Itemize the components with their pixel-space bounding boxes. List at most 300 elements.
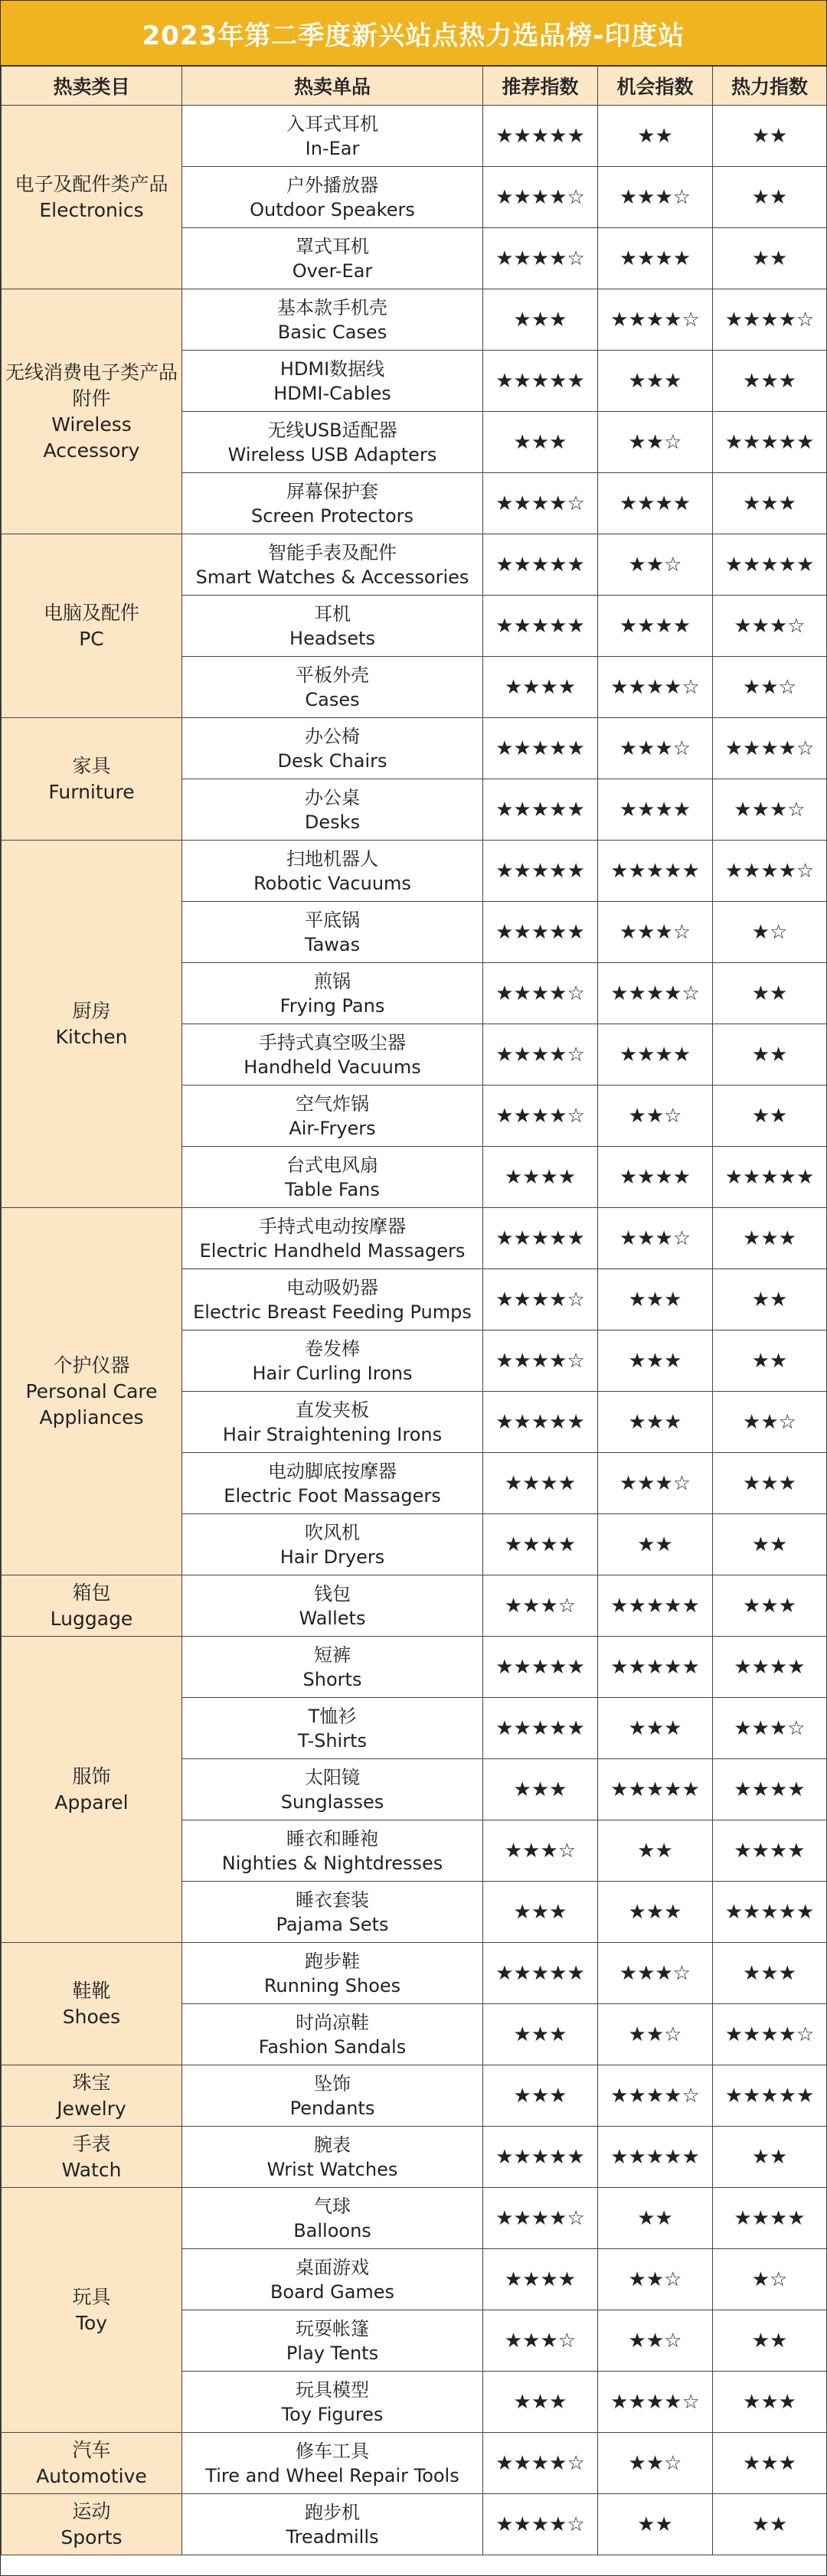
table-row	[2, 534, 827, 596]
item-name-en: Tire and Wheel Repair Tools	[205, 2464, 459, 2486]
item-name-en: Table Fans	[285, 1178, 380, 1200]
opportunity-stars: ★★☆	[598, 534, 713, 596]
item-name-cn: 办公椅	[305, 725, 360, 747]
heat-stars: ★★★★	[713, 1820, 827, 1882]
recommend-stars: ★★★★	[483, 2249, 598, 2310]
category-name-cn: 汽车	[72, 2438, 111, 2461]
opportunity-stars: ★★	[598, 1820, 713, 1882]
item-cell	[182, 473, 483, 534]
opportunity-stars: ★★☆	[598, 2433, 713, 2494]
table-row	[2, 841, 827, 902]
category-name-cn: 个护仪器	[53, 1353, 130, 1376]
item-name-cn: 手持式电动按摩器	[259, 1215, 406, 1237]
table-row	[2, 2065, 827, 2127]
heat-stars: ★★★★☆	[713, 2004, 827, 2065]
item-name-cn: 扫地机器人	[286, 847, 378, 870]
item-name-en: Headsets	[289, 627, 375, 649]
opportunity-stars: ★★★★	[598, 1024, 713, 1086]
category-name-en: Shoes	[62, 2005, 121, 2028]
item-cell	[182, 1820, 483, 1882]
item-name-en: In-Ear	[305, 137, 360, 159]
opportunity-stars: ★★★☆	[598, 1453, 713, 1514]
category-name-en: Watch	[61, 2158, 122, 2181]
item-name-en: Board Games	[270, 2281, 395, 2303]
table-row	[2, 2494, 827, 2555]
category-name-cn: 服饰	[72, 1765, 111, 1788]
heat-stars: ★★★☆	[713, 596, 827, 657]
heat-stars: ★★★	[713, 1943, 827, 2004]
heat-stars: ★★★	[713, 2433, 827, 2494]
heat-stars: ★★	[713, 1269, 827, 1330]
category-name-cn: 珠宝	[72, 2071, 111, 2094]
heat-stars: ★★★	[713, 1575, 827, 1637]
category-name-en: Automotive	[36, 2464, 147, 2487]
item-cell	[182, 2127, 483, 2188]
category-cell	[2, 1575, 182, 1637]
recommend-stars: ★★★★★	[483, 718, 598, 779]
table-row	[2, 1637, 827, 1698]
item-cell	[182, 228, 483, 289]
opportunity-stars: ★★★☆	[598, 167, 713, 228]
item-name-en: Toy Figures	[281, 2403, 384, 2425]
recommend-stars: ★★★★☆	[483, 167, 598, 228]
heat-stars: ★★★☆	[713, 1698, 827, 1759]
item-name-en: Desk Chairs	[277, 749, 387, 772]
item-cell	[182, 1392, 483, 1453]
opportunity-stars: ★★★☆	[598, 1208, 713, 1269]
category-cell	[2, 718, 182, 841]
item-name-en: Frying Pans	[279, 994, 385, 1017]
item-name-cn: 罩式耳机	[296, 235, 369, 257]
item-cell	[182, 1882, 483, 1943]
category-cell	[2, 2433, 182, 2494]
item-name-en: Basic Cases	[277, 321, 387, 343]
table-row	[2, 289, 827, 351]
heat-stars: ★★☆	[713, 657, 827, 718]
category-name-en: Sports	[60, 2525, 123, 2548]
item-name-en: Pendants	[289, 2097, 375, 2119]
item-cell	[182, 167, 483, 228]
recommend-stars: ★★★★☆	[483, 1269, 598, 1330]
category-cell	[2, 2188, 182, 2433]
item-cell	[182, 841, 483, 902]
opportunity-stars: ★★★	[598, 1269, 713, 1330]
table-row	[2, 2127, 827, 2188]
item-name-cn: 太阳镜	[305, 1766, 360, 1788]
item-name-en: Treadmills	[286, 2525, 379, 2548]
table-row	[2, 1943, 827, 2004]
heat-stars: ★★★★★	[713, 534, 827, 596]
category-name-en: Jewelry	[57, 2097, 126, 2120]
item-name-en: Electric Breast Feeding Pumps	[193, 1301, 472, 1323]
heat-stars: ★★★★★	[713, 412, 827, 473]
category-cell	[2, 289, 182, 534]
recommend-stars: ★★★★☆	[483, 228, 598, 289]
item-name-en: Smart Watches & Accessories	[195, 566, 469, 588]
item-name-en: Electric Foot Massagers	[224, 1484, 441, 1507]
item-name-en: Tawas	[304, 933, 361, 955]
table-row	[2, 1575, 827, 1637]
recommend-stars: ★★★★	[483, 1453, 598, 1514]
item-cell	[182, 1575, 483, 1637]
category-name-en: Electronics	[39, 198, 144, 221]
opportunity-stars: ★★★	[598, 1392, 713, 1453]
opportunity-stars: ★★☆	[598, 2004, 713, 2065]
header-item: 热卖单品	[182, 67, 483, 106]
item-cell	[182, 1086, 483, 1147]
opportunity-stars: ★★★★☆	[598, 657, 713, 718]
category-cell	[2, 1943, 182, 2065]
item-name-cn: 台式电风扇	[286, 1154, 378, 1176]
item-name-cn: 睡衣和睡袍	[286, 1827, 378, 1850]
recommend-stars: ★★★★☆	[483, 473, 598, 534]
item-name-en: Hair Curling Irons	[252, 1362, 413, 1384]
category-cell	[2, 534, 182, 718]
heat-stars: ★★★	[713, 351, 827, 412]
item-name-cn: 气球	[314, 2195, 351, 2217]
category-name-en: Personal Care Appliances	[25, 1379, 158, 1428]
heat-stars: ★★	[713, 167, 827, 228]
header-heat-index: 热力指数	[713, 67, 827, 106]
opportunity-stars: ★★★★☆	[598, 963, 713, 1024]
heat-stars: ★★★	[713, 473, 827, 534]
opportunity-stars: ★★★★	[598, 596, 713, 657]
table-row	[2, 2188, 827, 2249]
item-name-en: Play Tents	[286, 2342, 379, 2364]
item-cell	[182, 351, 483, 412]
opportunity-stars: ★★☆	[598, 1086, 713, 1147]
recommend-stars: ★★★★☆	[483, 2433, 598, 2494]
item-cell	[182, 2494, 483, 2555]
recommend-stars: ★★★★☆	[483, 1024, 598, 1086]
heat-stars: ★★	[713, 106, 827, 167]
item-cell	[182, 1453, 483, 1514]
opportunity-stars: ★★★	[598, 1882, 713, 1943]
opportunity-stars: ★★☆	[598, 2310, 713, 2372]
category-name-en: Luggage	[50, 1607, 133, 1630]
page-title: 2023年第二季度新兴站点热力选品榜-印度站	[1, 1, 826, 66]
item-name-en: Electric Handheld Massagers	[199, 1239, 466, 1262]
opportunity-stars: ★★★★☆	[598, 289, 713, 351]
recommend-stars: ★★★☆	[483, 2310, 598, 2372]
category-name-en: Apparel	[54, 1791, 129, 1814]
category-name-cn: 玩具	[72, 2285, 111, 2308]
item-name-en: Cases	[305, 688, 360, 710]
opportunity-stars: ★★	[598, 106, 713, 167]
item-name-en: Hair Dryers	[279, 1546, 385, 1568]
opportunity-stars: ★★☆	[598, 2249, 713, 2310]
opportunity-stars: ★★★★	[598, 779, 713, 841]
category-name-en: Toy	[75, 2311, 108, 2334]
item-cell	[182, 289, 483, 351]
heat-stars: ★☆	[713, 902, 827, 963]
heat-stars: ★★	[713, 1330, 827, 1392]
item-name-cn: 智能手表及配件	[268, 541, 397, 563]
item-name-cn: 电动脚底按摩器	[268, 1460, 397, 1482]
category-name-en: Furniture	[48, 780, 135, 803]
recommend-stars: ★★★★★	[483, 779, 598, 841]
item-cell	[182, 2004, 483, 2065]
category-name-en: Wireless Accessory	[43, 413, 140, 462]
heat-stars: ★★	[713, 228, 827, 289]
recommend-stars: ★★★★★	[483, 1698, 598, 1759]
category-cell	[2, 2065, 182, 2127]
item-name-en: HDMI-Cables	[273, 382, 391, 404]
recommend-stars: ★★★★★	[483, 841, 598, 902]
opportunity-stars: ★★★	[598, 1330, 713, 1392]
item-name-en: Hair Straightening Irons	[222, 1423, 443, 1445]
recommend-stars: ★★★	[483, 1759, 598, 1820]
item-cell	[182, 1269, 483, 1330]
recommend-stars: ★★★	[483, 2065, 598, 2127]
opportunity-stars: ★★	[598, 1514, 713, 1575]
item-cell	[182, 1943, 483, 2004]
table-row	[2, 106, 827, 167]
heat-stars: ★★★	[713, 1208, 827, 1269]
item-cell	[182, 1208, 483, 1269]
item-name-cn: 修车工具	[296, 2440, 369, 2462]
table-row	[2, 1208, 827, 1269]
recommend-stars: ★★★★☆	[483, 963, 598, 1024]
heat-stars: ★★	[713, 2494, 827, 2555]
item-name-cn: 煎锅	[314, 970, 351, 992]
heat-stars: ★★★	[713, 1453, 827, 1514]
table-body	[2, 106, 827, 2555]
item-name-cn: 玩具模型	[296, 2378, 369, 2401]
category-cell	[2, 1637, 182, 1943]
recommend-stars: ★★★★☆	[483, 2494, 598, 2555]
category-name-cn: 厨房	[72, 999, 111, 1022]
item-cell	[182, 1514, 483, 1575]
item-name-en: Sunglasses	[280, 1791, 384, 1813]
heat-stars: ★★★★☆	[713, 718, 827, 779]
opportunity-stars: ★★★★★	[598, 1637, 713, 1698]
item-name-cn: 时尚凉鞋	[296, 2011, 369, 2033]
recommend-stars: ★★★★	[483, 1147, 598, 1208]
recommend-stars: ★★★★★	[483, 1943, 598, 2004]
category-name-en: Kitchen	[55, 1025, 128, 1048]
recommend-stars: ★★★★	[483, 657, 598, 718]
item-name-cn: 户外播放器	[286, 174, 378, 196]
item-name-cn: 坠饰	[314, 2072, 351, 2094]
opportunity-stars: ★★☆	[598, 412, 713, 473]
recommend-stars: ★★★	[483, 1882, 598, 1943]
item-name-en: Outdoor Speakers	[250, 198, 415, 220]
opportunity-stars: ★★★★	[598, 473, 713, 534]
opportunity-stars: ★★★★☆	[598, 2065, 713, 2127]
heat-stars: ★★★☆	[713, 779, 827, 841]
heat-stars: ★★★★★	[713, 1882, 827, 1943]
item-name-cn: 跑步机	[305, 2501, 360, 2523]
category-cell	[2, 1208, 182, 1575]
recommend-stars: ★★★★★	[483, 106, 598, 167]
table-row	[2, 718, 827, 779]
item-name-cn: HDMI数据线	[279, 358, 385, 380]
item-name-cn: 入耳式耳机	[286, 113, 378, 135]
category-name-cn: 手表	[72, 2132, 111, 2155]
heat-stars: ★★★★★	[713, 1147, 827, 1208]
category-cell	[2, 106, 182, 289]
opportunity-stars: ★★★★★	[598, 2127, 713, 2188]
category-name-cn: 电子及配件类产品	[15, 172, 168, 195]
opportunity-stars: ★★★★★	[598, 1759, 713, 1820]
heat-stars: ★★	[713, 1024, 827, 1086]
item-cell	[182, 2433, 483, 2494]
item-cell	[182, 412, 483, 473]
recommend-stars: ★★★★★	[483, 1637, 598, 1698]
heat-stars: ★★	[713, 2127, 827, 2188]
item-name-cn: 睡衣套装	[296, 1889, 369, 1911]
header-recommend-index: 推荐指数	[483, 67, 598, 106]
item-name-cn: 电动吸奶器	[286, 1276, 378, 1298]
item-cell	[182, 2310, 483, 2372]
item-name-cn: 平底锅	[305, 909, 360, 931]
item-name-cn: 空气炸锅	[296, 1092, 369, 1115]
category-name-cn: 鞋靴	[72, 1979, 111, 2002]
item-name-en: Over-Ear	[292, 260, 373, 282]
recommend-stars: ★★★★★	[483, 2127, 598, 2188]
recommend-stars: ★★★★★	[483, 902, 598, 963]
heat-stars: ★★☆	[713, 1392, 827, 1453]
recommend-stars: ★★★★☆	[483, 1330, 598, 1392]
item-name-en: Air-Fryers	[289, 1117, 376, 1139]
recommend-stars: ★★★★★	[483, 1392, 598, 1453]
opportunity-stars: ★★★	[598, 351, 713, 412]
heat-stars: ★★	[713, 963, 827, 1024]
recommend-stars: ★★★★☆	[483, 2188, 598, 2249]
item-name-en: Shorts	[302, 1668, 362, 1690]
opportunity-stars: ★★★★★	[598, 841, 713, 902]
category-cell	[2, 2127, 182, 2188]
item-name-en: Robotic Vacuums	[253, 872, 411, 894]
item-cell	[182, 1637, 483, 1698]
category-name-cn: 箱包	[72, 1581, 111, 1604]
heat-stars: ★★★★	[713, 1759, 827, 1820]
recommend-stars: ★★★★★	[483, 1208, 598, 1269]
opportunity-stars: ★★★	[598, 1698, 713, 1759]
category-name-en: PC	[79, 627, 104, 650]
item-name-en: T-Shirts	[297, 1729, 367, 1752]
heat-stars: ★★★★☆	[713, 841, 827, 902]
item-cell	[182, 2065, 483, 2127]
item-cell	[182, 534, 483, 596]
item-name-en: Handheld Vacuums	[244, 1056, 421, 1078]
opportunity-stars: ★★★☆	[598, 902, 713, 963]
item-cell	[182, 657, 483, 718]
item-name-cn: 钱包	[314, 1582, 351, 1605]
header-opportunity-index: 机会指数	[598, 67, 713, 106]
item-cell	[182, 1330, 483, 1392]
item-name-en: Balloons	[293, 2219, 371, 2241]
recommend-stars: ★★★★★	[483, 534, 598, 596]
category-cell	[2, 2494, 182, 2555]
heat-stars: ★☆	[713, 2249, 827, 2310]
opportunity-stars: ★★★★★	[598, 1575, 713, 1637]
item-cell	[182, 1698, 483, 1759]
item-name-cn: 玩耍帐篷	[296, 2317, 369, 2339]
item-name-cn: 平板外壳	[296, 664, 369, 686]
header-row	[2, 67, 827, 106]
item-cell	[182, 2188, 483, 2249]
item-cell	[182, 1024, 483, 1086]
heat-stars: ★★	[713, 1514, 827, 1575]
item-cell	[182, 718, 483, 779]
recommend-stars: ★★★	[483, 412, 598, 473]
item-name-cn: 基本款手机壳	[277, 296, 387, 318]
item-cell	[182, 963, 483, 1024]
item-name-cn: T恤衫	[308, 1705, 357, 1727]
recommend-stars: ★★★★★	[483, 351, 598, 412]
recommend-stars: ★★★	[483, 2004, 598, 2065]
item-name-cn: 手持式真空吸尘器	[259, 1031, 406, 1053]
item-name-cn: 桌面游戏	[296, 2256, 369, 2278]
item-name-cn: 腕表	[314, 2134, 351, 2156]
item-cell	[182, 2249, 483, 2310]
item-name-en: Nighties & Nightdresses	[221, 1852, 443, 1874]
category-name-cn: 无线消费电子类产品附件	[5, 361, 178, 410]
heat-stars: ★★★★☆	[713, 289, 827, 351]
item-name-cn: 屏幕保护套	[286, 480, 378, 502]
item-cell	[182, 2372, 483, 2433]
opportunity-stars: ★★★☆	[598, 718, 713, 779]
recommend-stars: ★★★	[483, 289, 598, 351]
item-name-cn: 耳机	[314, 602, 351, 625]
item-name-cn: 卷发棒	[305, 1337, 360, 1360]
category-name-cn: 运动	[72, 2499, 111, 2522]
opportunity-stars: ★★	[598, 2494, 713, 2555]
item-cell	[182, 1759, 483, 1820]
recommend-stars: ★★★	[483, 2372, 598, 2433]
category-cell	[2, 841, 182, 1208]
opportunity-stars: ★★★★	[598, 1147, 713, 1208]
item-name-en: Wrist Watches	[266, 2158, 398, 2180]
header-category: 热卖类目	[2, 67, 182, 106]
heat-stars: ★★★	[713, 2372, 827, 2433]
item-cell	[182, 779, 483, 841]
item-name-en: Fashion Sandals	[258, 2036, 407, 2058]
recommend-stars: ★★★☆	[483, 1575, 598, 1637]
recommend-stars: ★★★☆	[483, 1820, 598, 1882]
item-cell	[182, 106, 483, 167]
heat-stars: ★★	[713, 1086, 827, 1147]
item-name-cn: 短裤	[314, 1644, 351, 1666]
item-name-cn: 无线USB适配器	[267, 419, 397, 441]
item-cell	[182, 902, 483, 963]
item-name-cn: 办公桌	[305, 786, 360, 808]
item-cell	[182, 596, 483, 657]
item-name-en: Screen Protectors	[250, 504, 414, 527]
heat-stars: ★★★★★	[713, 2065, 827, 2127]
opportunity-stars: ★★★★	[598, 228, 713, 289]
item-name-en: Pajama Sets	[276, 1913, 389, 1935]
item-name-en: Running Shoes	[263, 1974, 401, 1996]
item-name-en: Wallets	[299, 1607, 366, 1629]
item-name-en: Wireless USB Adapters	[227, 443, 437, 465]
opportunity-stars: ★★	[598, 2188, 713, 2249]
item-cell	[182, 1147, 483, 1208]
ranking-table	[1, 66, 827, 2555]
heat-stars: ★★	[713, 2310, 827, 2372]
item-name-cn: 吹风机	[305, 1521, 360, 1543]
heat-stars: ★★★★	[713, 1637, 827, 1698]
category-name-cn: 电脑及配件	[43, 601, 139, 624]
opportunity-stars: ★★★★☆	[598, 2372, 713, 2433]
table-row	[2, 2433, 827, 2494]
item-name-cn: 跑步鞋	[305, 1950, 360, 1972]
recommend-stars: ★★★★★	[483, 596, 598, 657]
item-name-en: Desks	[304, 811, 361, 833]
recommend-stars: ★★★★☆	[483, 1086, 598, 1147]
